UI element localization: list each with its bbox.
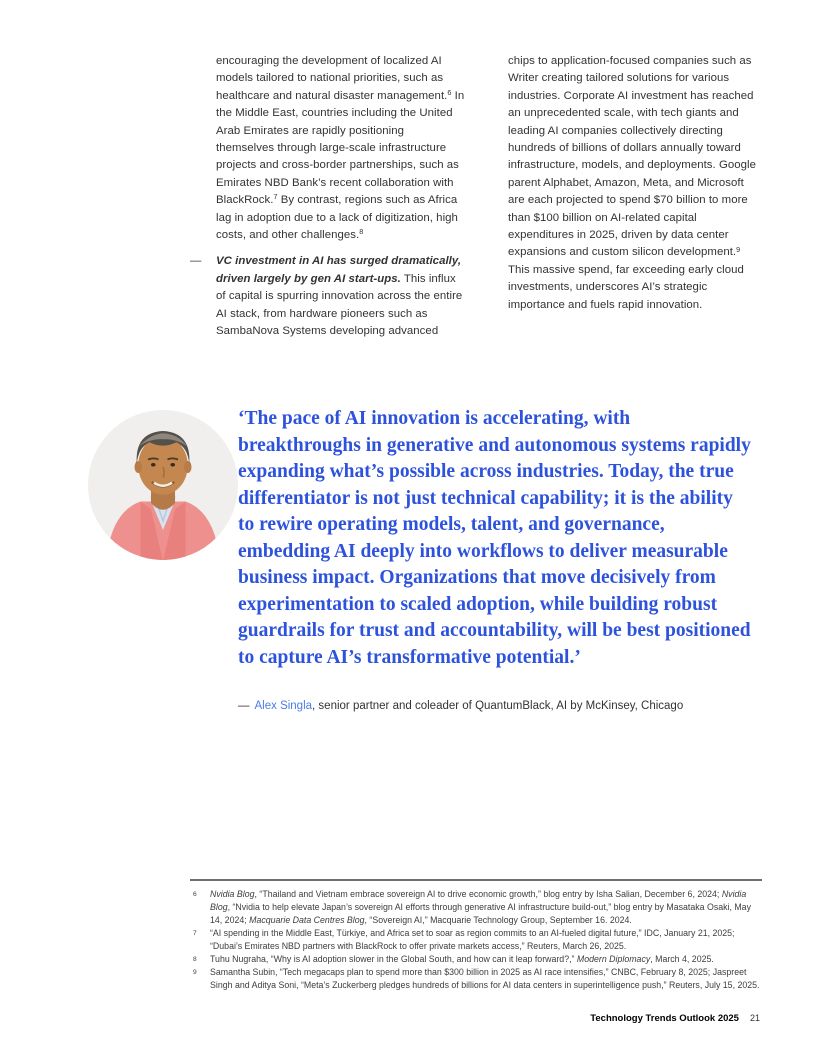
pull-quote: ‘The pace of AI innovation is accelerating, with breakthroughs in generative and autonomous systems rapidly expanding what’s possible across industries. Today, the true differentiator is not just technical capability; it is the ability to rewire operating models, talent, and governance, embedding AI deeply into workflows to deliver measurable business impact. Organizations that move decisively from experimentation to scaled adoption, while building robust guardrails for trust and accountability, will be best positioned to capture AI’s transformative potential.’ bbox=[238, 408, 751, 668]
bullet-text bbox=[216, 253, 465, 340]
text-run: “AI spending in the Middle East, Türkiye, and Africa set to soar as region commits to an AI-fueled digital future,” IDC, January 21, 2025; “Dubai’s Emirates NBD partners with BlackRock to offer private markets access,” Reuters, March 26, 2025. bbox=[210, 928, 735, 951]
attribution-role: , senior partner and coleader of QuantumBlack, AI by McKinsey, Chicago bbox=[312, 700, 684, 712]
text-run: , March 4, 2025. bbox=[650, 954, 714, 964]
body-column-left bbox=[190, 53, 465, 341]
footnote-number: 7 bbox=[193, 930, 197, 937]
footnote-text bbox=[210, 967, 759, 990]
text-run: , “Sovereign AI,” Macquarie Technology Group, September 16. 2024. bbox=[364, 915, 632, 925]
text-run: Tuhu Nugraha, “Why is AI adoption slower in the Global South, and how can it leap forward?,” bbox=[210, 954, 577, 964]
body-paragraph bbox=[508, 53, 759, 314]
bullet-dash: — bbox=[190, 255, 202, 268]
footnote bbox=[190, 888, 762, 927]
footnote bbox=[190, 953, 762, 966]
text-run: Nvidia Blog bbox=[210, 889, 747, 912]
footnote-number: 6 bbox=[193, 891, 197, 898]
page-number: 21 bbox=[749, 1013, 760, 1023]
text-run: encouraging the development of localized AI models tailored to national priorities, such as healthcare and natural disaster management. bbox=[216, 55, 448, 102]
footnote bbox=[190, 966, 762, 992]
avatar bbox=[88, 410, 238, 560]
body-column-right bbox=[508, 53, 759, 314]
attribution-dash: — bbox=[238, 700, 250, 712]
text-run: This massive spend, far exceeding early cloud investments, underscores AI’s strategic importance and fuels rapid innovation. bbox=[508, 263, 744, 311]
footnote bbox=[190, 927, 762, 953]
body-paragraph bbox=[216, 53, 465, 244]
text-run: Modern Diplomacy bbox=[576, 954, 651, 964]
footnote-ref: 9 bbox=[736, 244, 741, 254]
text-run: In the Middle East, countries including the United Arab Emirates are rapidly positioning themselves through large-scale infrastructure projects and cross-border partnerships, such as Emirates NBD Bank’s recent collaboration with BlackRock. bbox=[216, 89, 465, 207]
footnote-ref: 8 bbox=[359, 227, 364, 237]
text-run: VC investment in AI has surged dramatically, driven largely by gen AI start-ups. bbox=[216, 255, 462, 285]
quote-attribution bbox=[238, 699, 683, 714]
footnotes-section bbox=[190, 879, 762, 992]
person-headshot-icon bbox=[88, 410, 238, 560]
bullet-item bbox=[190, 253, 465, 340]
text-run: chips to application-focused companies such as Writer creating tailored solutions for various industries. Corporate AI investment has reached an unprecedented scale, with tech giants and leading AI companies collectively directing hundreds of billions of dollars annually toward infrastructure, models, and deployments. Google parent Alphabet, Amazon, Meta, and Microsoft are each projected to spend $70 billion to more than $100 billion on AI-related capital expenditures in 2025, driven by data center expansions and custom silicon development. bbox=[508, 55, 757, 259]
text-run: Macquarie Data Centres Blog bbox=[249, 915, 365, 925]
text-run: Nvidia Blog bbox=[210, 889, 255, 899]
footnote-text bbox=[210, 928, 735, 951]
text-run: By contrast, regions such as Africa lag in adoption due to a lack of digitization, high costs, and other challenges. bbox=[216, 194, 458, 242]
text-run: Samantha Subin, “Tech megacaps plan to spend more than $300 billion in 2025 as AI race intensifies,” CNBC, February 8, 2025; Jaspreet Singh and Aditya Soni, “Meta’s Zuckerberg pledges hundreds of billions for AI data centers in superintelligence push,” Reuters, July 15, 2025. bbox=[210, 967, 760, 990]
footnote-text bbox=[210, 954, 714, 964]
footer-title: Technology Trends Outlook 2025 bbox=[590, 1013, 739, 1024]
page-footer bbox=[0, 1013, 760, 1024]
footnote-number: 8 bbox=[193, 956, 197, 963]
footnote-ref: 6 bbox=[447, 88, 452, 98]
footnote-text bbox=[210, 889, 751, 925]
text-run: This influx of capital is spurring innovation across the entire AI stack, from hardware pioneers such as SambaNova Systems developing advanced bbox=[216, 272, 463, 338]
text-run: , “Thailand and Vietnam embrace sovereign AI to drive economic growth,” blog entry by Isha Salian, December 6, 2024; bbox=[254, 889, 722, 899]
author-link[interactable]: Alex Singla bbox=[254, 700, 313, 712]
footnote-ref: 7 bbox=[273, 192, 278, 202]
text-run: , “Nvidia to help elevate Japan’s sovereign AI efforts through generative AI infrastructure build-out,” blog entry by Masataka Osaki, May 14, 2024; bbox=[210, 902, 751, 925]
footnote-number: 9 bbox=[193, 969, 197, 976]
